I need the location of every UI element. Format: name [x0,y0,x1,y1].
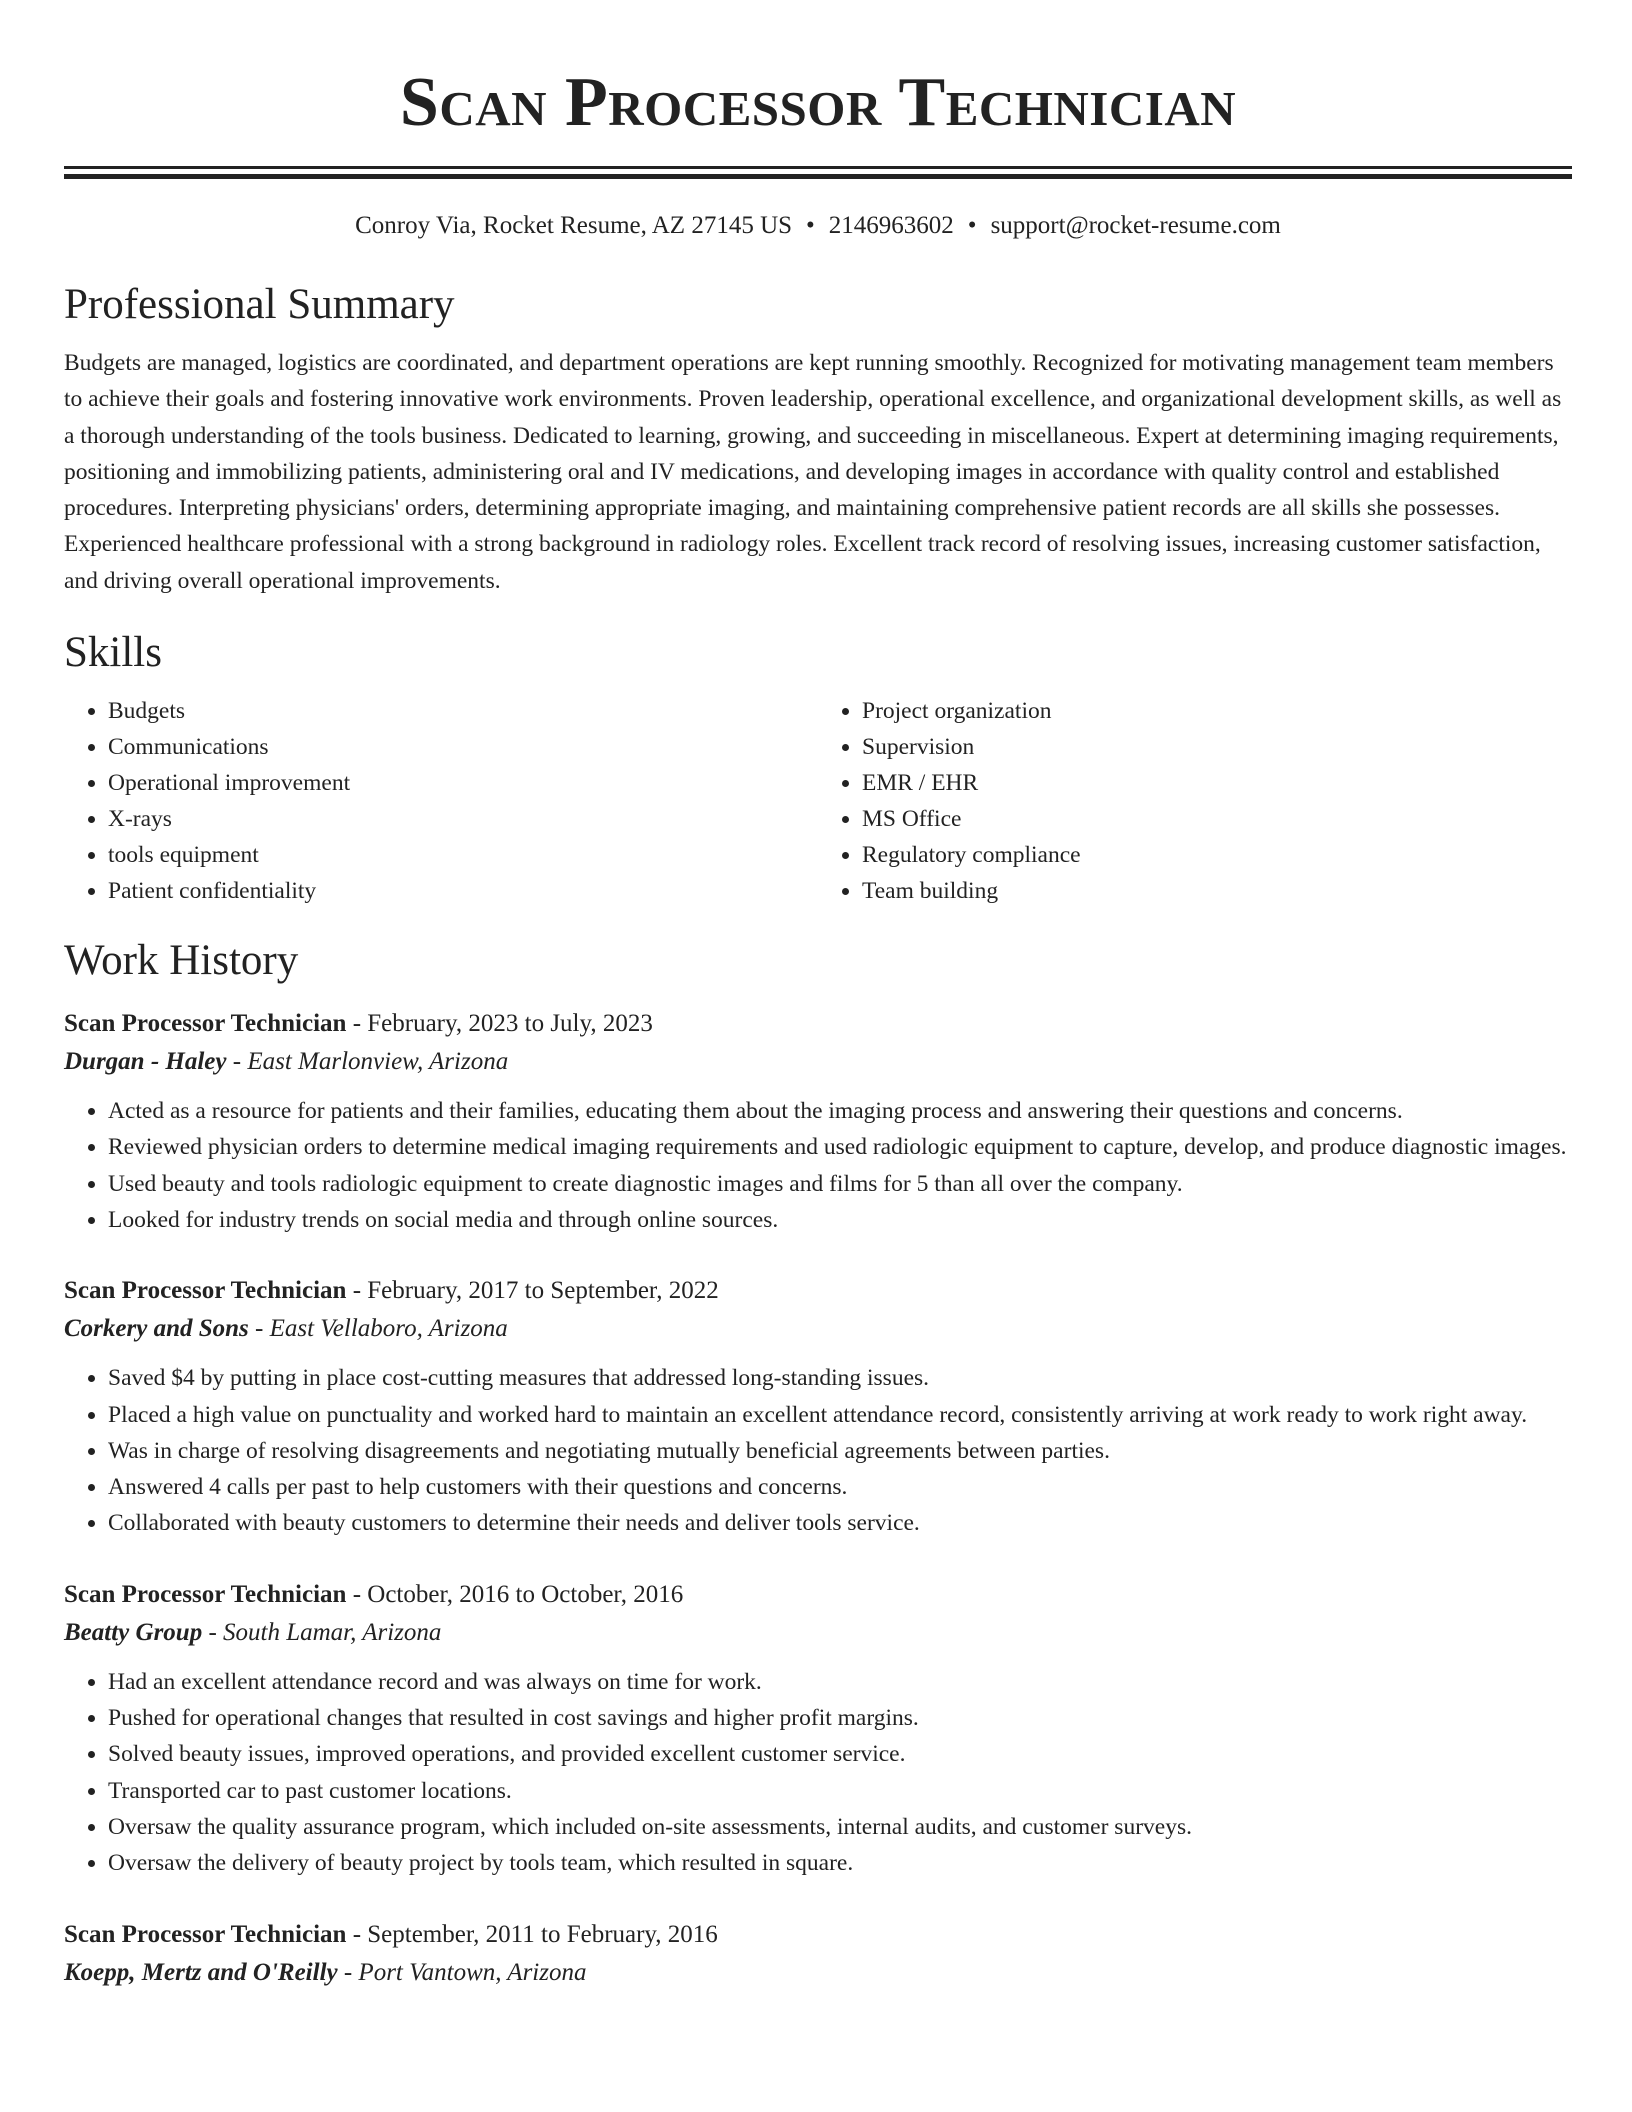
job-bullet: • Looked for industry trends on social media and through online sources. [108,1202,1572,1238]
job-entry [64,1576,1572,1882]
contact-address: Conroy Via, Rocket Resume, AZ 27145 US [355,212,793,239]
skill-item: • X-rays [108,801,818,837]
job-location: - South Lamar, Arizona [202,1618,442,1646]
skill-item: • Patient confidentiality [108,873,818,909]
skill-item: • Communications [108,729,818,765]
job-bullets [64,1093,1572,1238]
job-bullet: • Placed a high value on punctuality and worked hard to maintain an excellent attendance record, consistently arriving at work ready to work right away. [108,1397,1572,1433]
header-divider [64,166,1572,179]
resume-name: Scan Processor Technician [399,64,1237,141]
job-role: Scan Processor Technician [64,1580,347,1608]
job-entry [64,1916,1572,1992]
job-dates: - February, 2017 to September, 2022 [346,1277,719,1305]
job-role: Scan Processor Technician [64,1010,347,1038]
job-header [64,1576,1572,1614]
job-bullet: • Answered 4 calls per past to help customers with their questions and concerns. [108,1469,1572,1505]
job-employer [64,1043,1572,1081]
job-bullets [64,1360,1572,1541]
job-bullet: • Oversaw the delivery of beauty project by tools team, which resulted in square. [108,1845,1572,1881]
job-bullet: • Collaborated with beauty customers to determine their needs and deliver tools service. [108,1505,1572,1541]
skill-item: • Regulatory compliance [862,837,1572,873]
job-entry [64,1272,1572,1541]
job-bullet: • Saved $4 by putting in place cost-cutting measures that addressed long-standing issues. [108,1360,1572,1396]
skill-item: • tools equipment [108,837,818,873]
job-location: - East Vellaboro, Arizona [248,1315,508,1343]
contact-email: support@rocket-resume.com [990,212,1281,239]
job-company: Koepp, Mertz and O'Reilly [64,1958,338,1986]
contact-line [64,209,1572,243]
job-company: Corkery and Sons [64,1315,249,1343]
job-bullet: • Reviewed physician orders to determine medical imaging requirements and used radiologic equipment to capture, develop, and produce diagnostic images. [108,1129,1572,1165]
skill-item: • EMR / EHR [862,765,1572,801]
skills-columns [64,693,1572,909]
summary-heading: Professional Summary [64,281,455,328]
skills-list-right [818,693,1572,909]
job-bullet: • Oversaw the quality assurance program, which included on-site assessments, internal audits, and customer surveys. [108,1809,1572,1845]
skill-item: • Operational improvement [108,765,818,801]
resume-content [64,0,1572,1992]
job-bullet: • Transported car to past customer locations. [108,1773,1572,1809]
job-location: - Port Vantown, Arizona [337,1958,587,1986]
skill-item: • MS Office [862,801,1572,837]
job-bullet: • Used beauty and tools radiologic equipment to create diagnostic images and films for 5 than all over the company. [108,1166,1572,1202]
work-history-heading: Work History [64,937,299,985]
contact-phone: 2146963602 [828,212,954,239]
skill-item: • Budgets [108,693,818,729]
job-bullet: • Solved beauty issues, improved operations, and provided excellent customer service. [108,1736,1572,1772]
job-dates: - October, 2016 to October, 2016 [346,1580,684,1608]
job-role: Scan Processor Technician [64,1277,347,1305]
job-bullets [64,1664,1572,1882]
skills-list-left [64,693,818,909]
job-role: Scan Processor Technician [64,1920,347,1948]
job-bullet: • Pushed for operational changes that resulted in cost savings and higher profit margins. [108,1700,1572,1736]
job-bullet: • Had an excellent attendance record and was always on time for work. [108,1664,1572,1700]
job-bullet: • Acted as a resource for patients and their families, educating them about the imaging process and answering their questions and concerns. [108,1093,1572,1129]
job-company: Durgan - Haley [64,1048,227,1076]
job-header [64,1005,1572,1043]
job-employer [64,1954,1572,1992]
job-employer [64,1310,1572,1348]
job-dates: - September, 2011 to February, 2016 [346,1920,718,1948]
job-location: - East Marlonview, Arizona [226,1048,509,1076]
skill-item: • Supervision [862,729,1572,765]
skill-item: • Project organization [862,693,1572,729]
job-employer [64,1614,1572,1652]
contact-separator: • [806,212,815,239]
skills-heading: Skills [64,629,162,677]
skill-item: • Team building [862,873,1572,909]
job-header [64,1916,1572,1954]
job-bullet: • Was in charge of resolving disagreements and negotiating mutually beneficial agreements between parties. [108,1433,1572,1469]
job-header [64,1272,1572,1310]
job-company: Beatty Group [64,1618,203,1646]
summary-text: Budgets are managed, logistics are coordinated, and department operations are kept running smoothly. Recognized for motivating management team members to achieve their goals and fostering innovative work environments. Proven leadership, operational excellence, and organizational development skills, as well as a thorough understanding of the tools business. Dedicated to learning, growing, and succeeding in miscellaneous. Expert at determining imaging requirements, positioning and immobilizing patients, administering oral and IV medications, and developing images in accordance with quality control and established procedures. Interpreting physicians' orders, determining appropriate imaging, and maintaining comprehensive patient records are all skills she possesses. Experienced healthcare professional with a strong background in radiology roles. Excellent track record of resolving issues, increasing customer satisfaction, and driving overall operational improvements. [64,350,1562,594]
job-entry [64,1005,1572,1238]
job-dates: - February, 2023 to July, 2023 [346,1010,653,1038]
contact-separator: • [967,212,977,239]
